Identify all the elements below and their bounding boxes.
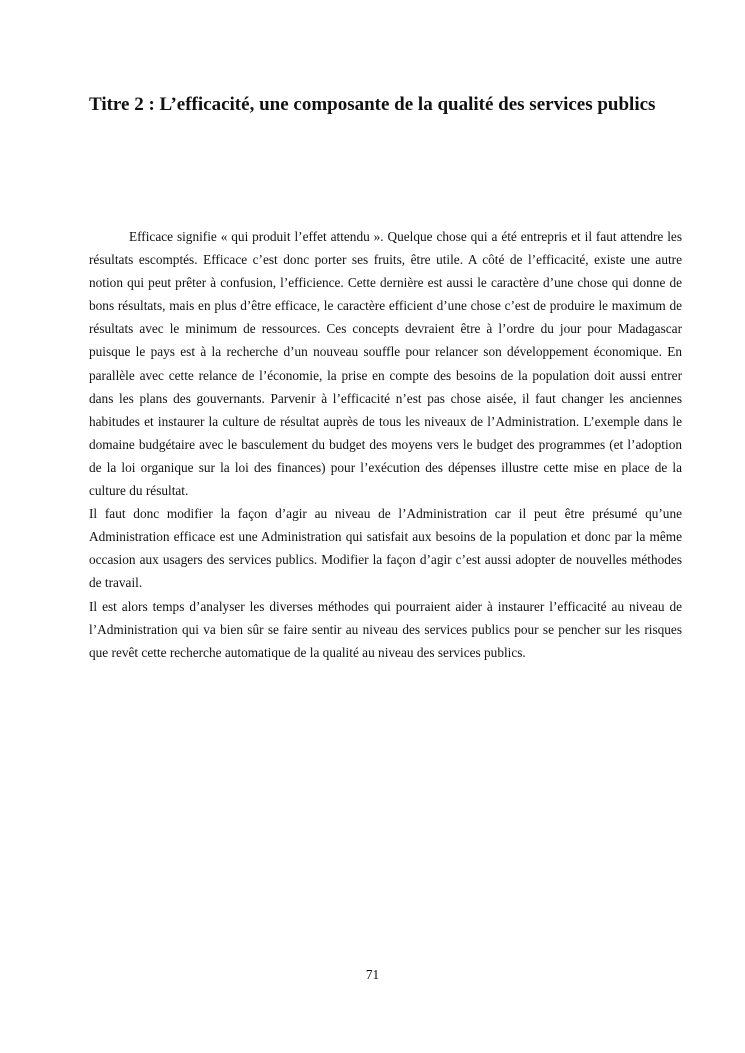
paragraph-1: Efficace signifie « qui produit l’effet attendu ». Quelque chose qui a été entrepris et il faut attendre les résultats escomptés. Efficace c’est donc porter ses fruits, être utile. A côté de l’efficacité, existe une autre notion qui peut prêter à confusion, l’efficience. Cette dernière est aussi le caractère d’une chose qui donne de bons résultats, mais en plus d’être efficace, le caractère efficient d’une chose c’est de produire le maximum de résultats avec le minimum de ressources. Ces concepts devraient être à l’ordre du jour pour Madagascar puisque le pays est à la recherche d’un nouveau souffle pour relancer son développement économique. En parallèle avec cette relance de l’économie, la prise en compte des besoins de la population doit aussi entrer dans les plans des gouvernants. Parvenir à l’efficacité n’est pas chose aisée, il faut changer les anciennes habitudes et instaurer la culture de résultat auprès de tous les niveaux de l’Administration. L’exemple dans le domaine budgétaire avec le basculement du budget des moyens vers le budget des programmes (et l’adoption de la loi organique sur la loi des finances) pour l’exécution des dépenses illustre cette mise en place de la culture du résultat. (89, 229, 682, 499)
body-text (89, 225, 682, 664)
section-title: Titre 2 : L’efficacité, une composante de la qualité des services publics (89, 94, 656, 115)
paragraph-2: Il faut donc modifier la façon d’agir au niveau de l’Administration car il peut être présumé qu’une Administration efficace est une Administration qui satisfait aux besoins de la population et donc par la même occasion aux usagers des services publics. Modifier la façon d’agir c’est aussi adopter de nouvelles méthodes de travail. (89, 506, 682, 591)
paragraph-3: Il est alors temps d’analyser les diverses méthodes qui pourraient aider à instaurer l’efficacité au niveau de l’Administration qui va bien sûr se faire sentir au niveau des services publics pour se pencher sur les risques que revêt cette recherche automatique de la qualité au niveau des services publics. (89, 598, 682, 660)
page-number: 71 (365, 967, 380, 982)
